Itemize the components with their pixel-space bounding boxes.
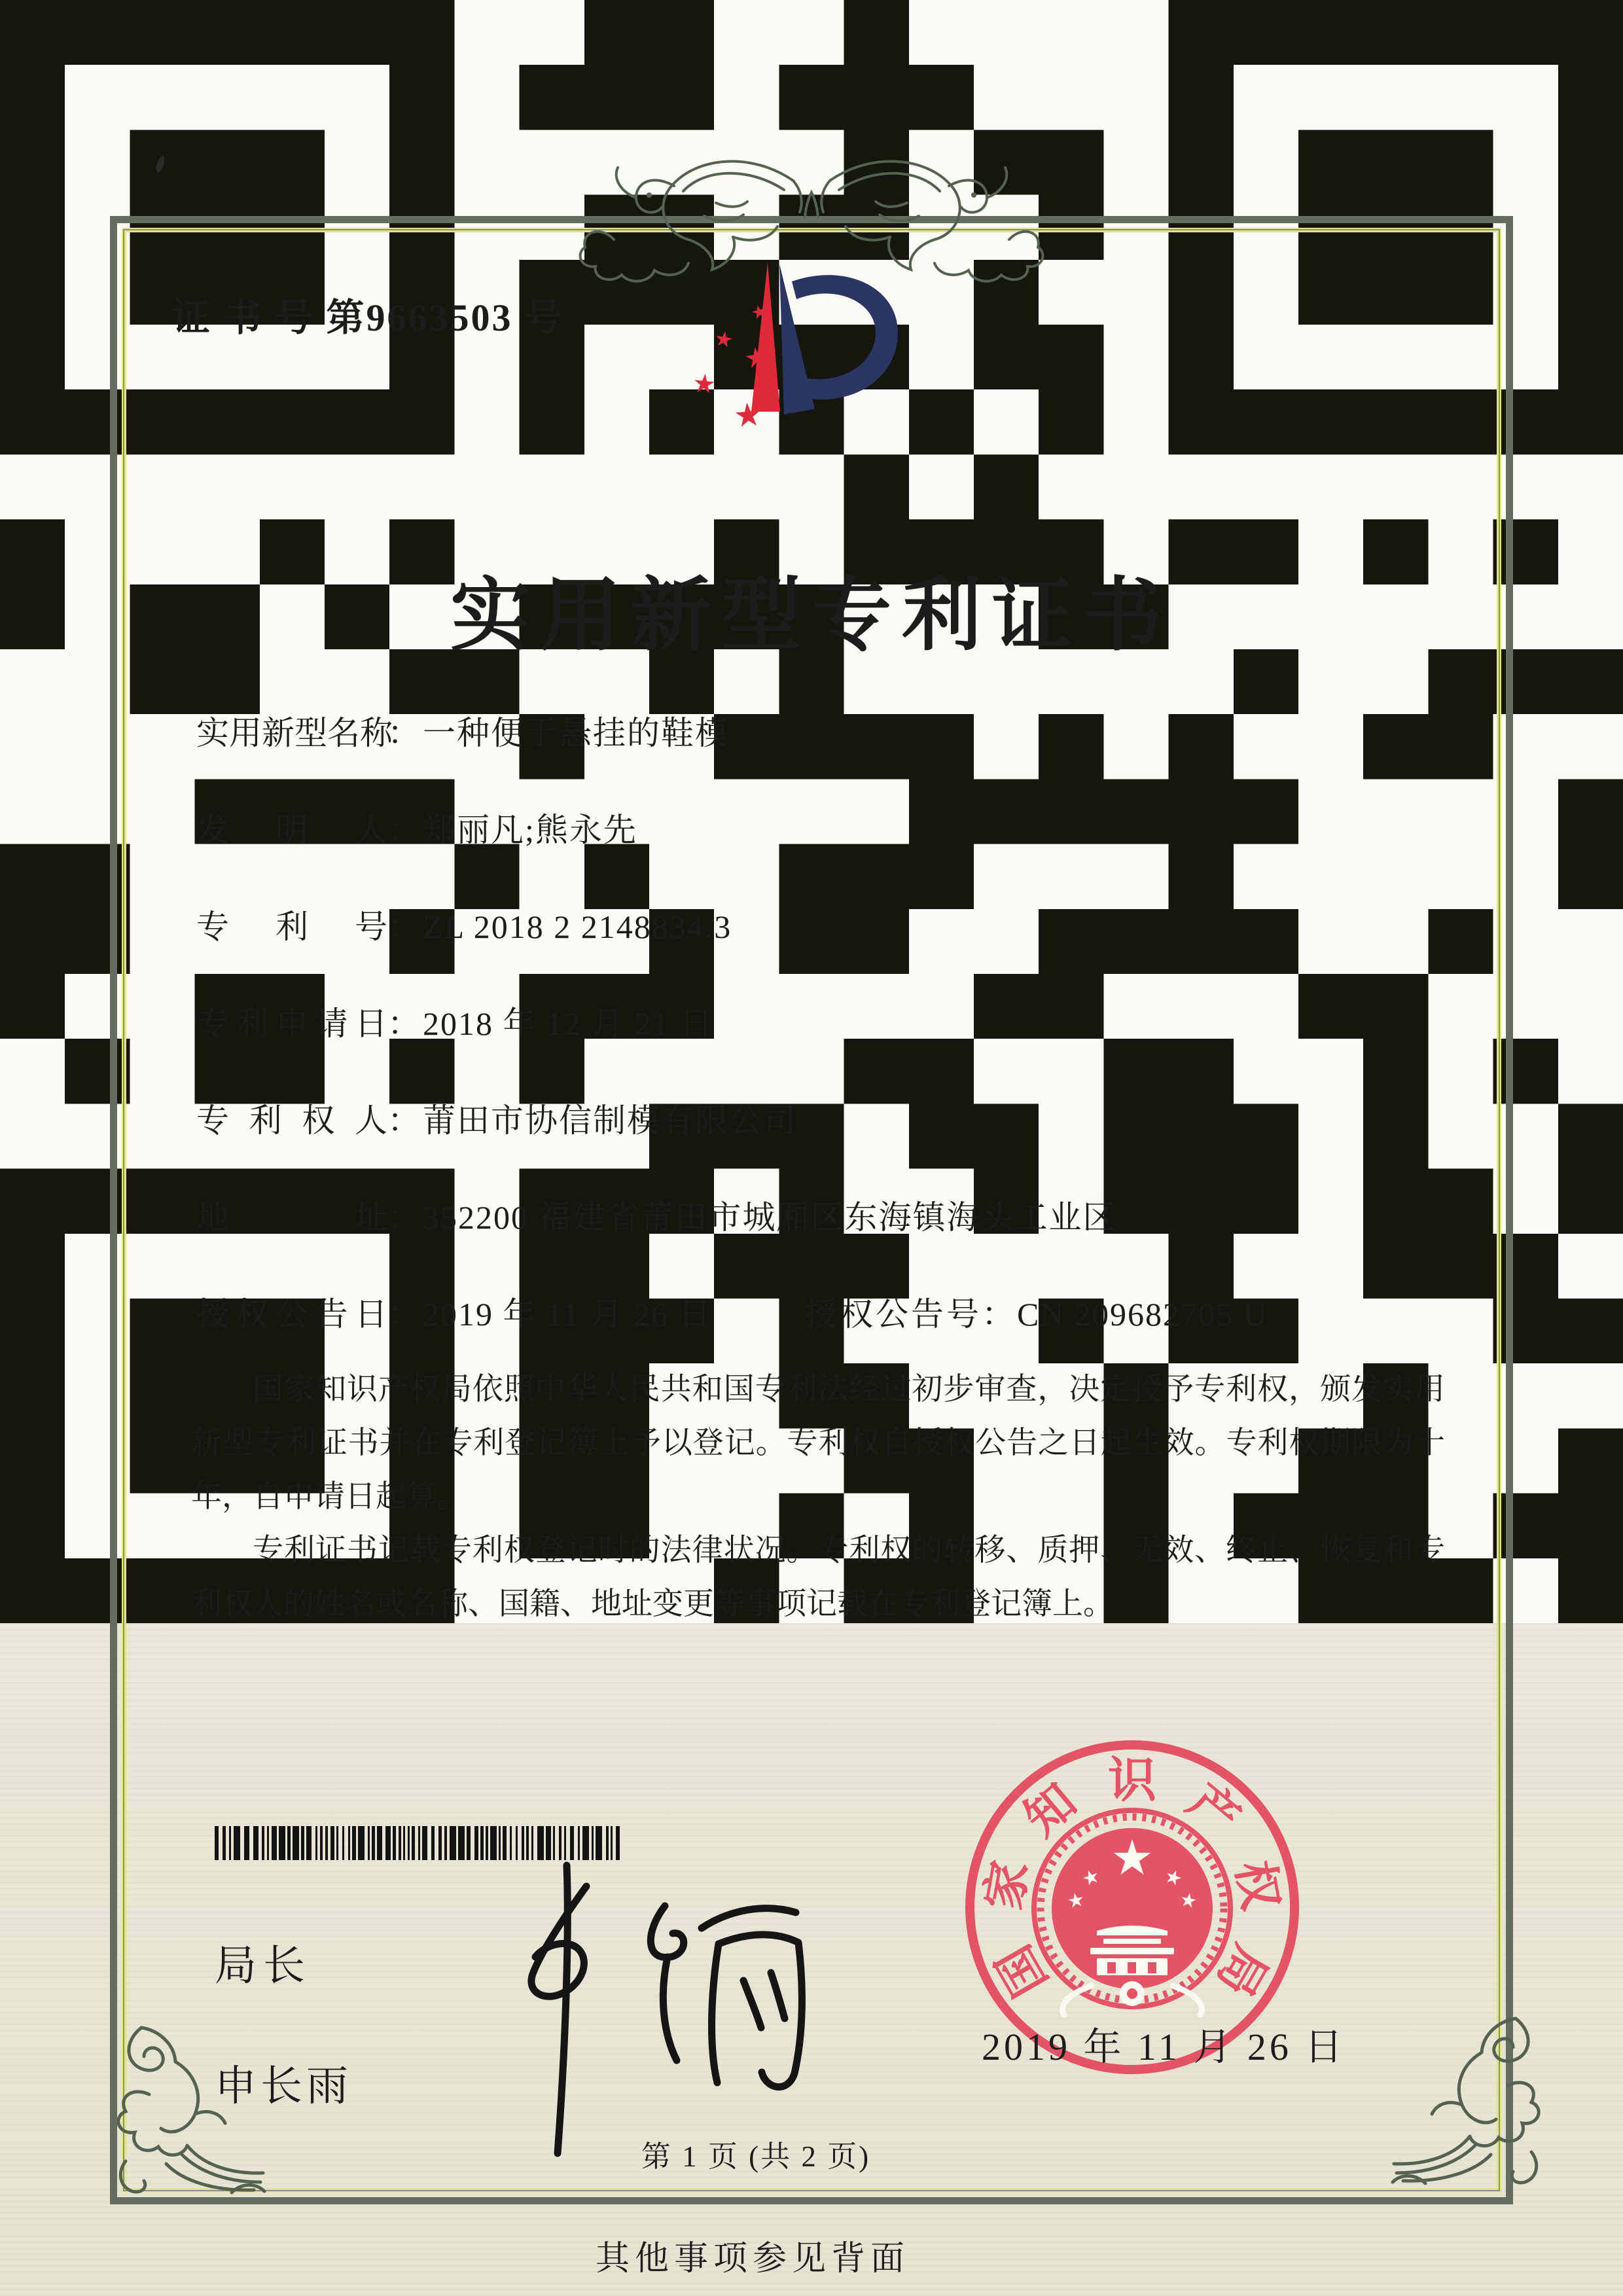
dragon-left — [580, 162, 802, 281]
legal-paragraph-1: 国家知识产权局依照中华人民共和国专利法经过初步审查，决定授予专利权，颁发实用新型专利证书并在专利登记簿上予以登记。专利权自授权公告之日起生效。专利权期限为十年，自申请日起算。 — [191, 1372, 1445, 1514]
field-label: 地址 — [196, 1199, 387, 1236]
field-value: ZL 2018 2 2148834.3 — [423, 908, 732, 945]
field-colon: ： — [387, 812, 420, 848]
signature-icon — [458, 1857, 825, 2165]
field-label: 发明人 — [196, 812, 387, 848]
field-colon: ： — [387, 908, 420, 945]
field-value: CN 209682705 U — [1017, 1296, 1268, 1333]
emblem-gear — [1062, 1981, 1202, 2015]
director-title-label: 局长 — [215, 1943, 312, 1989]
field-label: 专利号 — [196, 908, 387, 945]
certificate-title: 实用新型专利证书 — [450, 572, 1173, 660]
director-name: 申长雨 — [215, 2063, 352, 2109]
field-label: 实用新型名称 — [196, 715, 393, 751]
svg-text:知: 知 — [1015, 1774, 1087, 1847]
svg-text:产: 产 — [1177, 1774, 1249, 1847]
corner-flourish-bottom-right — [1386, 2015, 1554, 2193]
dragon-right — [821, 162, 1043, 281]
svg-text:家: 家 — [977, 1856, 1039, 1914]
dragon-ornament — [576, 140, 1047, 291]
field-row-filing-date — [196, 1005, 1479, 1102]
field-value: 郑丽凡;熊永先 — [423, 812, 637, 848]
field-colon: ： — [982, 1296, 1014, 1333]
field-value: 352200 福建省莆田市城厢区东海镇海头工业区 — [423, 1199, 1117, 1236]
emblem-gate — [1090, 1926, 1174, 1975]
certificate-number: 证 书 号 第9663503 号 — [172, 296, 565, 339]
field-row-address — [196, 1199, 1479, 1296]
field-value: 莆田市协信制模有限公司 — [423, 1102, 797, 1139]
field-colon: ： — [387, 1005, 420, 1042]
ornament-center-leaf — [805, 192, 818, 217]
field-row-name — [196, 715, 1479, 812]
field-colon: ： — [387, 1296, 420, 1333]
svg-text:权: 权 — [1226, 1856, 1287, 1914]
legal-text — [191, 1363, 1445, 1631]
field-value: 2019 年 11 月 26 日 — [423, 1296, 713, 1333]
field-row-patent-no — [196, 908, 1479, 1005]
svg-text:局: 局 — [1206, 1935, 1277, 2005]
field-label: 专利申请日 — [196, 1005, 387, 1042]
svg-text:国: 国 — [987, 1935, 1058, 2005]
field-colon: ： — [387, 1102, 420, 1139]
field-value: 一种便于悬挂的鞋模 — [423, 715, 729, 751]
field-grant-number — [805, 1296, 1268, 1334]
back-side-note: 其他事项参见背面 — [595, 2240, 910, 2278]
field-colon: ： — [387, 715, 420, 751]
page-number: 第 1 页 (共 2 页) — [641, 2140, 871, 2173]
legal-paragraph-2: 专利证书记载专利权登记时的法律状况。专利权的转移、质押、无效、终止、恢复和专利权人的姓名或名称、国籍、地址变更等事项记载在专利登记簿上。 — [191, 1534, 1445, 1621]
corner-flourish-bottom-left — [103, 2024, 271, 2202]
field-colon: ： — [387, 1199, 420, 1236]
field-label: 专利权人 — [196, 1102, 387, 1139]
field-label: 授权公告号 — [805, 1296, 982, 1333]
field-row-patentee — [196, 1102, 1479, 1199]
seal-date: 2019 年 11 月 26 日 — [982, 2026, 1346, 2068]
field-list — [196, 715, 1479, 1393]
barcode-icon — [215, 1826, 620, 1860]
field-row-inventor — [196, 812, 1479, 908]
field-value: 2018 年 12 月 21 日 — [423, 1005, 714, 1042]
field-label: 授权公告日 — [196, 1296, 387, 1333]
svg-text:识: 识 — [1108, 1754, 1156, 1808]
